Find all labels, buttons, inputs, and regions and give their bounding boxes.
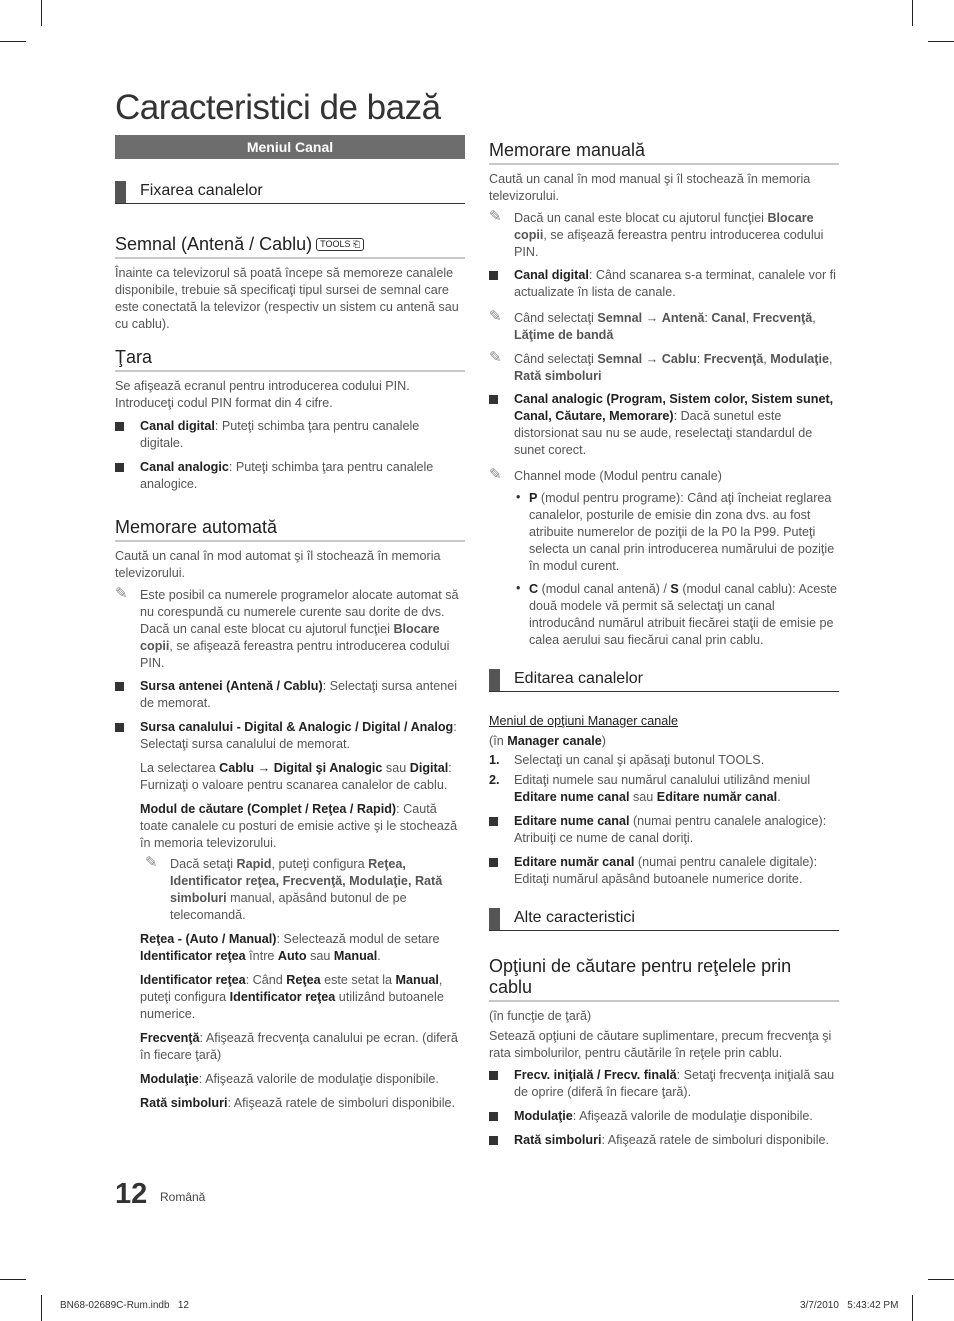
text: : Afişează ratele de simboluri disponibile. (227, 1096, 455, 1110)
heading-memorare-automata: Memorare automată (115, 517, 465, 542)
numbered-item (489, 772, 839, 806)
note-text: Când selectaţi (514, 311, 598, 325)
heading-optiuni-cautare: Opţiuni de căutare pentru reţelele prin cablu (489, 956, 839, 1002)
text: sau (382, 761, 410, 775)
note-text: Când selectaţi (514, 352, 598, 366)
note-text: , se afişează fereastra pentru introducerea codului PIN. (140, 639, 450, 670)
bold-term: Frecvenţă (703, 352, 764, 366)
bold-term: Reţea - (Auto / Manual) (140, 932, 277, 946)
bold-term: Reţea (286, 973, 321, 987)
item-text: (numai pentru canalele analogice): Atribuiţi ce nume de canal doriţi. (514, 814, 827, 845)
paragraph-semnal: Înainte ca televizorul să poată începe să memoreze canalele disponibile, trebuie să specificaţi tipul sursei de semnal care este conectată la televizor (respectiv un sistem cu antenă sau cu cablu). (115, 266, 459, 331)
bold-term: Sursa canalului - Digital & Analogic / Digital / Analog (140, 720, 454, 734)
bold-term: Rată simboluri (514, 1133, 602, 1147)
bold-term: Editare număr canal (656, 790, 778, 804)
heading-label: Semnal (Antenă / Cablu) (115, 234, 313, 254)
bold-term: Cablu → Digital şi Analogic (219, 761, 383, 775)
bold-term: Sursa antenei (Antenă / Cablu) (140, 679, 323, 693)
item-text: : Dacă sunetul este distorsionat sau nu se aude, reselectaţi standardul de sunet corect. (514, 409, 813, 457)
heading-tara: Ţara (115, 347, 465, 372)
text: între (245, 949, 278, 963)
page-language: Română (160, 1190, 206, 1204)
item-text: : Afişează ratele de simboluri disponibile. (601, 1133, 829, 1147)
item-text: : Selectaţi sursa antenei de memorat. (140, 679, 458, 710)
bold-term: Canal analogic (140, 460, 229, 474)
bold-term: Lăţime de bandă (514, 328, 614, 342)
subheading-alte-caracteristici (489, 908, 839, 931)
bold-term: Frecvenţă (140, 1031, 200, 1045)
text: : Furnizaţi o valoare pentru scanarea canalelor de cablu. (140, 761, 452, 792)
crop-mark (0, 41, 26, 42)
list-item (489, 813, 839, 847)
dot-bullet-icon: • (516, 490, 521, 504)
subheading-label: Fixarea canalelor (140, 182, 263, 199)
list-item (489, 1132, 839, 1149)
paragraph-opt-note: (în funcţie de ţară) (489, 1009, 592, 1023)
item-text: (numai pentru canalele digitale): Editaţi numărul apăsând butoanele numerice dorite. (514, 855, 818, 886)
bold-term: Identificator reţea (140, 973, 246, 987)
bold-term: Frecv. iniţială / Frecv. finală (514, 1068, 677, 1082)
subheading-editarea-canalelor (489, 669, 839, 692)
dot-bullet-icon: • (516, 581, 521, 595)
pencil-note-icon: ✎ (489, 308, 502, 325)
pencil-note-icon: ✎ (145, 854, 158, 871)
square-bullet-icon (489, 395, 498, 404)
item-text: : Setaţi frecvenţa iniţială sau de oprire (diferă în fiecare ţară). (514, 1068, 835, 1099)
heading-memorare-manuala: Memorare manuală (489, 140, 839, 165)
text: . (377, 949, 381, 963)
bold-term: Modulaţie (770, 352, 829, 366)
note-text: , (763, 352, 771, 366)
note (489, 468, 839, 485)
note-text: Este posibil ca numerele programelor alocate automat să nu corespundă cu numerele curente sau dorite de dvs. Dacă un canal este blocat cu ajutorul funcţiei (140, 588, 459, 636)
bold-term: Manual (395, 973, 439, 987)
list-item (489, 391, 839, 459)
crop-mark (928, 1279, 954, 1280)
bold-term: Digital (409, 761, 449, 775)
list-item (489, 267, 839, 301)
page-title: Caracteristici de bază (115, 88, 441, 127)
crop-mark (0, 1279, 26, 1280)
note (115, 856, 465, 924)
dot-item (489, 490, 839, 575)
note (489, 310, 839, 344)
crop-mark (912, 0, 913, 26)
pencil-note-icon: ✎ (489, 208, 502, 225)
square-bullet-icon (489, 1112, 498, 1121)
crop-mark (41, 1295, 42, 1321)
heading-semnal (115, 234, 465, 259)
options-menu-link: Meniul de opţiuni Manager canale (489, 714, 679, 728)
square-bullet-icon (115, 422, 124, 431)
text: Selectaţi un canal şi apăsaţi butonul (514, 753, 719, 767)
subheading-label: Alte caracteristici (514, 909, 635, 926)
item-text: : Când scanarea s-a terminat, canalele vor fi actualizate în lista de canale. (514, 268, 836, 299)
text: sau (629, 790, 657, 804)
text: sau (306, 949, 334, 963)
text: . (777, 790, 781, 804)
bold-term: Editare număr canal (514, 855, 635, 869)
arrow: → (642, 311, 662, 325)
bold-term: Blocare copii (140, 622, 440, 653)
bold-term: Canal digital (140, 419, 215, 433)
bold-term: Canal (711, 311, 746, 325)
bold-term: Modulaţie (514, 1109, 573, 1123)
bold-term: Modulaţie (140, 1072, 199, 1086)
square-bullet-icon (489, 1136, 498, 1145)
text: : Caută toate canalele cu posturi de emisie active şi le stochează în memoria televizorului. (140, 802, 458, 850)
bold-term: Identificator reţea (229, 990, 336, 1004)
tools-badge-icon: TOOLS ⎗ (316, 238, 364, 251)
paragraph-indented (115, 972, 465, 1023)
paragraph-auto: Caută un canal în mod automat şi îl stochează în memoria televizorului. (115, 549, 441, 580)
text: : Afişează frecvenţa canalului pe ecran. (diferă în fiecare ţară) (140, 1031, 458, 1062)
subheading-fixarea-canalelor (115, 181, 465, 204)
bold-term: P (529, 491, 538, 505)
print-file-info: BN68-02689C-Rum.indb 12 (60, 1300, 189, 1311)
paragraph-opt: Setează opţiuni de căutare suplimentare, precum frecvenţa şi rata simbolurilor, pentru căutările în reţele prin cablu. (489, 1029, 832, 1060)
print-timestamp: 3/7/2010 5:43:42 PM (800, 1300, 899, 1311)
text: : Când (245, 973, 287, 987)
note (489, 351, 839, 385)
bold-term: S (670, 582, 679, 596)
step-number: 1. (489, 753, 500, 767)
square-bullet-icon (115, 682, 124, 691)
note (489, 210, 839, 261)
step-number: 2. (489, 773, 500, 787)
bold-term: Frecvenţă (752, 311, 813, 325)
text: este setat la (320, 973, 396, 987)
note-text: Channel mode (Modul pentru canale) (514, 469, 722, 483)
note-text: Dacă setaţi (170, 857, 237, 871)
item-text: : Puteţi schimba ţara pentru canalele digitale. (140, 419, 420, 450)
text: . (760, 753, 765, 767)
bold-term: Antenă (661, 311, 705, 325)
pencil-note-icon: ✎ (489, 466, 502, 483)
note-text: Dacă un canal este blocat cu ajutorul funcţiei (514, 211, 768, 225)
list-item (489, 1067, 839, 1101)
text: ) (601, 734, 606, 748)
text: utilizând butoanele numerice. (140, 990, 444, 1021)
bold-term: Semnal (597, 352, 643, 366)
item-text: : Selectaţi sursa canalului de memorat. (140, 720, 457, 751)
bold-term: Manager canale (507, 734, 602, 748)
note-text: : (696, 352, 704, 366)
text: (în (489, 734, 508, 748)
note (115, 587, 465, 672)
square-bullet-icon (489, 817, 498, 826)
item-text: (modul canal antenă) / (538, 582, 671, 596)
crop-mark (41, 0, 42, 26)
list-item (489, 854, 839, 888)
text: : Selectează modul de setare (276, 932, 440, 946)
bold-term: Identificator reţea (140, 949, 246, 963)
text: TOOLS (718, 753, 761, 767)
page-number: 12 (115, 1178, 148, 1210)
bold-term: C (529, 582, 539, 596)
dot-item (489, 581, 839, 649)
section-bar-meniul-canal: Meniul Canal (115, 135, 465, 159)
item-text: : Puteţi schimba ţara pentru canalele analogice. (140, 460, 434, 491)
note-text: , (829, 352, 833, 366)
square-bullet-icon (489, 858, 498, 867)
bold-term: Editare nume canal (514, 790, 630, 804)
left-column (115, 135, 465, 1112)
item-text: (modul canal cablu): Aceste două modele vă permit să selectaţi un canal introducând numărul atribuit fiecărei staţii de emisie pe calea aerului sau fiecărui canal prin cablu. (529, 582, 838, 647)
note-text: , se afişează fereastra pentru introducerea codului PIN. (514, 228, 824, 259)
bold-term: Rată simboluri (140, 1096, 228, 1110)
paragraph-manual: Caută un canal în mod manual şi îl stochează în memoria televizorului. (489, 172, 811, 203)
item-text: : Afişează valorile de modulaţie disponibile. (572, 1109, 813, 1123)
text: , puteţi configura (140, 973, 443, 1004)
bold-term: Rată simboluri (514, 369, 602, 383)
bold-term: Editare nume canal (514, 814, 630, 828)
list-item (489, 1108, 839, 1125)
note-text: , puteţi configura (271, 857, 369, 871)
paragraph-tara: Se afişează ecranul pentru introducerea codului PIN. Introduceţi codul PIN format din 4 cifre. (115, 379, 410, 410)
square-bullet-icon (489, 1071, 498, 1080)
paragraph-indented (115, 1071, 465, 1088)
square-bullet-icon (115, 463, 124, 472)
pencil-note-icon: ✎ (489, 349, 502, 366)
paragraph-indented (115, 1095, 465, 1112)
bold-term: Blocare copii (514, 211, 814, 242)
paragraph-indented (115, 1030, 465, 1064)
bold-term: Reţea, Identificator reţea, Frecvenţă, Modulaţie, Rată simboluri (170, 857, 443, 905)
paragraph-in-manager (489, 733, 839, 750)
bold-term: Canal digital (514, 268, 589, 282)
pencil-note-icon: ✎ (115, 585, 128, 602)
subheading-label: Editarea canalelor (514, 670, 643, 687)
list-item (115, 459, 465, 493)
text: : Afişează valorile de modulaţie disponibile. (198, 1072, 439, 1086)
right-column (489, 135, 839, 1149)
item-text: (modul pentru programe): Când aţi încheiat reglarea canalelor, posturile de emisie din zona dvs. au fost atribuite numerelor de poziţii de la P0 la P99. Puteţi selecta un canal prin introducerea numărului de poziţie în modul curent. (529, 491, 835, 573)
list-item (115, 418, 465, 452)
numbered-item (489, 752, 839, 769)
square-bullet-icon (489, 271, 498, 280)
crop-mark (912, 1295, 913, 1321)
text: La selectarea (140, 761, 220, 775)
tools-label: TOOLS (320, 239, 351, 249)
note-text: , (745, 311, 753, 325)
note-text: : (704, 311, 712, 325)
bold-term: Canal analogic (Program, Sistem color, Sistem sunet, Canal, Căutare, Memorare) (514, 392, 834, 423)
arrow: → (642, 352, 662, 366)
bold-term: Modul de căutare (Complet / Reţea / Rapid) (140, 802, 397, 816)
bold-term: Auto (277, 949, 307, 963)
square-bullet-icon (115, 723, 124, 732)
text: Editaţi numele sau numărul canalului utilizând meniul (514, 773, 811, 787)
paragraph-indented (115, 760, 465, 794)
bold-term: Cablu (661, 352, 697, 366)
menu-path (489, 712, 839, 730)
note-text: , (812, 311, 816, 325)
crop-mark (928, 41, 954, 42)
bold-term: Semnal (597, 311, 643, 325)
note-text: manual, apăsând butonul de pe telecomandă. (170, 891, 407, 922)
bold-term: Rapid (236, 857, 272, 871)
paragraph-indented (115, 931, 465, 965)
bold-term: Manual (333, 949, 378, 963)
list-item (115, 678, 465, 712)
list-item (115, 719, 465, 753)
paragraph-indented (115, 801, 465, 852)
